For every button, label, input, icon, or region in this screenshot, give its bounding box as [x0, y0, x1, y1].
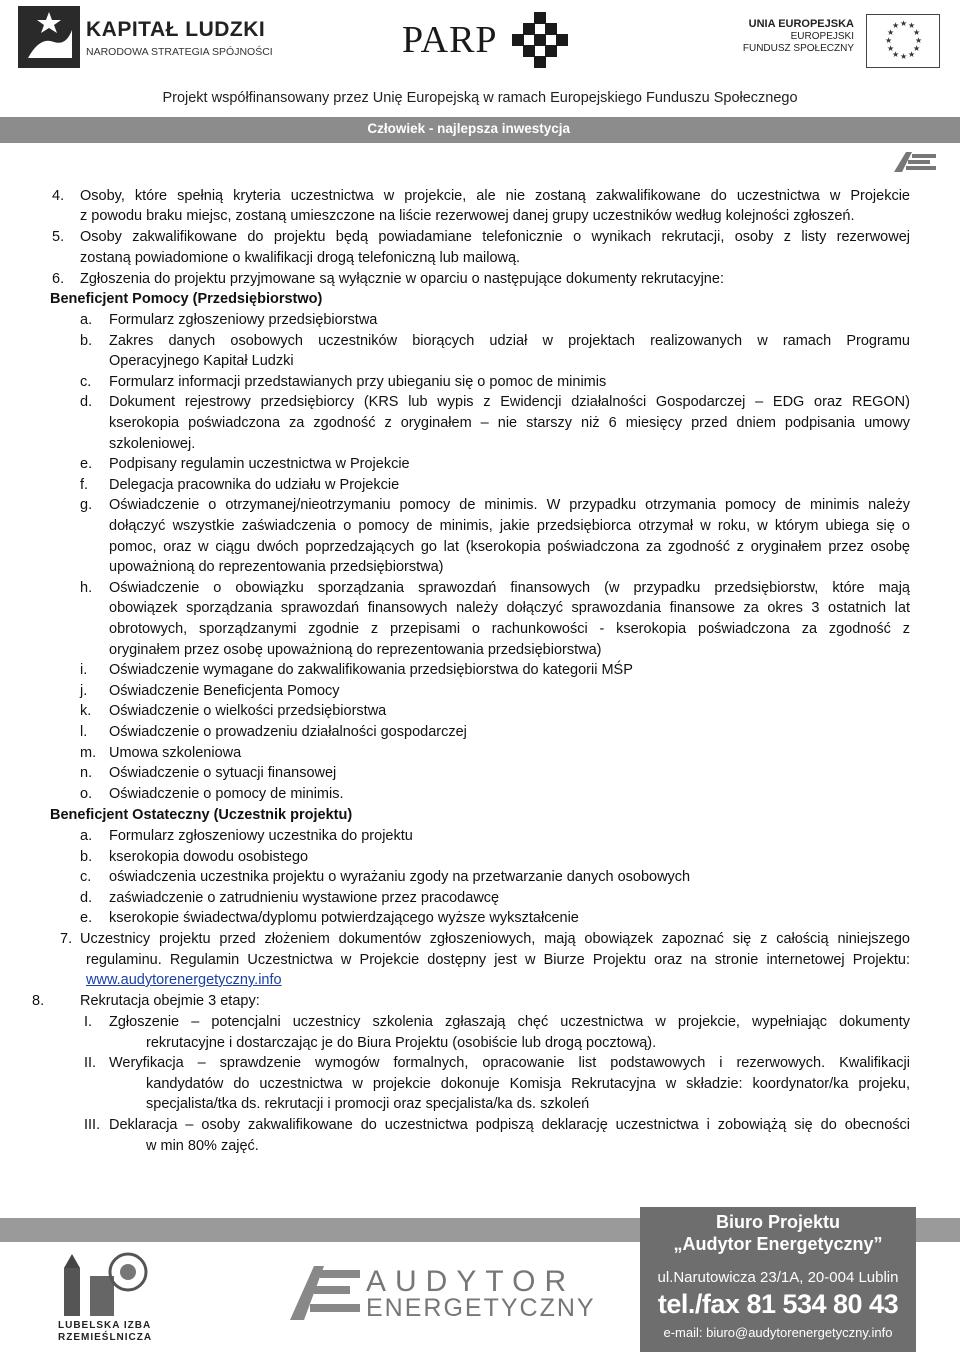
svg-text:★: ★: [900, 52, 908, 61]
lubelska-line-2: RZEMIEŚLNICZA: [58, 1332, 153, 1343]
stage-marker: III.: [84, 1117, 101, 1133]
point-7-line-2: regulaminu. Regulamin Uczestnictwa w Projekcie dostępny jest w Biurze Projektu oraz na stronie internetowej Projektu:: [86, 952, 910, 968]
bp-item-marker: o.: [80, 785, 93, 802]
bp-item-marker: g.: [80, 497, 93, 514]
stage-marker: II.: [84, 1055, 97, 1072]
bp-item-marker: f.: [80, 476, 89, 493]
point-8-text: Rekrutacja obejmie 3 etapy:: [80, 993, 260, 1009]
bp-item-line: szkoleniowej.: [109, 435, 196, 452]
audytor-small-logo-icon: [894, 152, 936, 172]
bp-item-line: kserokopia poświadczona za zgodność z oryginałem – nie starszy niż 6 miesięcy przed dniem podpisania umowy: [109, 415, 910, 431]
point-7-line-1: Uczestnicy projektu przed złożeniem dokumentów zgłoszeniowych, mają obowiązek zapoznać się z całością niniejszego: [80, 931, 910, 947]
svg-text:★: ★: [908, 21, 916, 30]
kapital-ludzki-subtitle: NARODOWA STRATEGIA SPÓJNOŚCI: [86, 46, 273, 58]
bp-item-marker: j.: [80, 682, 88, 699]
project-website-link[interactable]: www.audytorenergetyczny.info: [86, 972, 282, 988]
bp-item-line: Formularz zgłoszeniowy przedsiębiorstwa: [109, 312, 378, 328]
bp-item-line: Dokument rejestrowy przedsiębiorcy (KRS lub wypis z Ewidencji działalności Gospodarczej – EDG oraz REGON): [109, 394, 910, 411]
stage-line: Deklaracja – osoby zakwalifikowane do uczestnictwa podpiszą deklarację uczestnictwa i zobowiążą się do obecności: [109, 1117, 910, 1133]
parp-wordmark: PARP: [402, 19, 498, 61]
office-title-line-1: Biuro Projektu: [715, 1212, 840, 1232]
svg-text:★: ★: [900, 19, 908, 28]
project-office-box: [640, 1207, 916, 1352]
audytor-wordmark: AUDYTOR: [366, 1265, 576, 1298]
office-phone: tel./fax 81 534 80 43: [657, 1289, 899, 1319]
stage-line: Zgłoszenie – potencjalni uczestnicy szkolenia zgłaszają chęć uczestnictwa w projekcie, wypełniając dokumenty: [109, 1014, 910, 1030]
slogan-text: Człowiek - najlepsza inwestycja: [367, 121, 570, 136]
bp-item-line: Oświadczenie o otrzymanej/nieotrzymaniu pomocy de minimis. W przypadku otrzymania pomocy de minimis należy: [109, 497, 910, 514]
svg-text:★: ★: [913, 44, 921, 53]
bo-item-marker: c.: [80, 869, 92, 886]
bp-item-marker: b.: [80, 332, 93, 349]
kapital-ludzki-title: KAPITAŁ LUDZKI: [86, 18, 266, 41]
bp-item-line: dołączyć wszystkie zaświadczenia o pomocy de minimis, jakie przedsiębiorca otrzymał w roku, w którym ubiega się o: [109, 518, 910, 534]
svg-text:★: ★: [887, 44, 895, 53]
ue-logo: [742, 14, 940, 66]
bo-item-text: oświadczenia uczestnika projektu o wyrażaniu zgody na przetwarzanie danych osobowych: [109, 869, 691, 886]
point-6-line-1: Zgłoszenia do projektu przyjmowane są wyłącznie w oparciu o następujące dokumenty rekrutacyjne:: [80, 271, 724, 287]
bp-item-line: Podpisany regulamin uczestnictwa w Projekcie: [109, 456, 410, 473]
parp-logo: [402, 12, 572, 70]
bo-item-text: kserokopia dowodu osobistego: [109, 848, 309, 865]
svg-text:★: ★: [908, 50, 916, 59]
bo-item-text: zaświadczenie o zatrudnieniu wystawione przez pracodawcę: [109, 889, 500, 906]
stage-line: specjalista/tka ds. rekrutacji i promocji oraz specjalista/ka ds. szkoleń: [146, 1096, 590, 1113]
bp-item-marker: l.: [80, 724, 88, 740]
bp-item-line: Oświadczenie Beneficjenta Pomocy: [109, 682, 340, 699]
bp-item-line: Oświadczenie o prowadzeniu działalności gospodarczej: [109, 724, 467, 740]
point-6-number: 6.: [52, 271, 65, 287]
project-cofinancing-line: Projekt współfinansowany przez Unię Europejską w ramach Europejskiego Funduszu Społecznego: [162, 90, 798, 106]
energetyczny-wordmark: ENERGETYCZNY: [366, 1294, 596, 1322]
ue-line1: UNIA EUROPEJSKA: [748, 18, 854, 30]
point-5-line-2: zostaną powiadomione o kwalifikacji drogą telefoniczną lub mailową.: [80, 250, 521, 266]
bp-item-marker: d.: [80, 394, 93, 411]
bp-item-line: obowiązek sporządzania sprawozdań finansowych należy dołączyć sprawozdania finansowe za okres 3 ostatnich lat: [109, 600, 910, 617]
bp-item-line: Delegacja pracownika do udziału w Projekcie: [109, 476, 400, 493]
bp-item-line: Oświadczenie o sytuacji finansowej: [109, 765, 337, 782]
bp-item-line: Oświadczenie o wielkości przedsiębiorstwa: [109, 703, 387, 720]
stage-line: kandydatów do uczestnictwa w projekcie dokonuje Komisja Rekrutacyjna w składzie: koordynator/ka projeku,: [146, 1075, 910, 1092]
bp-item-marker: e.: [80, 456, 93, 473]
svg-text:★: ★: [913, 28, 921, 37]
bo-item-text: Formularz zgłoszeniowy uczestnika do projektu: [109, 828, 413, 844]
ue-line3: FUNDUSZ SPOŁECZNY: [742, 43, 854, 54]
point-5-line-1: Osoby zakwalifikowane do projektu będą powiadamiane telefonicznie o wynikach rekrutacji, osoby z listy rezerwowej: [80, 229, 910, 245]
stage-marker: I.: [84, 1014, 93, 1030]
office-email: e-mail: biuro@audytorenergetyczny.info: [663, 1325, 893, 1340]
svg-text:★: ★: [892, 21, 900, 30]
point-4-line-2: z powodu braku miejsc, zostaną umieszczone na liście rezerwowej danej grupy uczestników według kolejności zgłoszeń.: [80, 208, 855, 224]
point-8-number: 8.: [32, 993, 45, 1009]
bo-item-marker: b.: [80, 848, 93, 865]
svg-text:★: ★: [892, 50, 900, 59]
parp-grid-icon: [512, 12, 568, 68]
bp-item-line: Oświadczenie o pomocy de minimis.: [109, 785, 344, 802]
audytor-energetyczny-logo-icon: [290, 1262, 360, 1320]
svg-text:★: ★: [885, 36, 893, 45]
bp-item-line: Zakres danych osobowych uczestników biorących udział w projektach realizowanych w ramach Programu: [109, 332, 910, 349]
point-5-number: 5.: [52, 229, 65, 245]
bp-item-line: Operacyjnego Kapitał Ludzki: [109, 353, 294, 370]
point-7-number: 7.: [60, 931, 73, 947]
bp-item-marker: i.: [80, 662, 88, 679]
kapital-ludzki-logo: [18, 6, 273, 70]
bp-item-marker: c.: [80, 373, 92, 390]
stage-line: rekrutacyjne i dostarczając je do Biura Projektu (osobiście lub drogą pocztową).: [146, 1034, 657, 1051]
header-logos: [0, 0, 960, 88]
bo-item-text: kserokopie świadectwa/dyplomu potwierdzającego wyższe wykształcenie: [109, 910, 579, 927]
beneficjent-ostateczny-heading: Beneficjent Ostateczny (Uczestnik projektu): [50, 807, 353, 823]
bp-item-marker: h.: [80, 579, 93, 596]
bo-item-marker: d.: [80, 889, 93, 906]
stage-line: w min 80% zajęć.: [146, 1137, 259, 1154]
bp-item-marker: a.: [80, 312, 93, 328]
bp-item-marker: m.: [80, 744, 97, 761]
svg-text:★: ★: [915, 36, 923, 45]
bp-item-marker: n.: [80, 765, 93, 782]
bp-item-line: pomoc, oraz w ciągu dwóch poprzedzających go lat (kserokopia poświadczona za zgodność z oryginałem przez osobę: [109, 538, 910, 555]
bo-item-marker: a.: [80, 828, 93, 844]
bp-item-line: oryginałem przez osobę upoważnioną do reprezentowania przedsiębiorstwa): [109, 641, 602, 658]
office-title: [640, 1211, 916, 1255]
lubelska-izba-name: [58, 1320, 152, 1344]
kapital-ludzki-emblem-icon: [18, 6, 80, 68]
point-4-line-1: Osoby, które spełnią kryteria uczestnictwa w projekcie, ale nie zostaną zakwalifikowane do uczestnictwa w Projekcie: [80, 188, 910, 204]
slogan-band: [0, 117, 960, 143]
bp-item-line: Formularz informacji przedstawianych przy ubieganiu się o pomoc de minimis: [109, 373, 607, 390]
office-title-line-2: „Audytor Energetyczny”: [673, 1234, 883, 1254]
lubelska-line-1: LUBELSKA IZBA: [58, 1320, 152, 1331]
bp-item-line: upoważnioną do reprezentowania przedsiębiorstwa): [109, 559, 444, 576]
bp-item-line: Oświadczenie o obowiązku sporządzania sprawozdań finansowych (w przypadku przedsiębiorstw, które mają: [109, 579, 910, 596]
beneficjent-pomocy-heading: Beneficjent Pomocy (Przedsiębiorstwo): [50, 291, 323, 307]
svg-text:★: ★: [887, 28, 895, 37]
point-4-number: 4.: [52, 188, 65, 204]
bp-item-marker: k.: [80, 703, 92, 720]
bp-item-line: obrotowych, sporządzanymi zgodnie z przepisami o rachunkowości - kserokopia poświadczona za zgodność z: [109, 621, 910, 637]
bp-item-line: Oświadczenie wymagane do zakwalifikowania przedsiębiorstwa do kategorii MŚP: [109, 662, 633, 679]
bo-item-marker: e.: [80, 910, 93, 927]
bp-item-line: Umowa szkoleniowa: [109, 744, 242, 761]
office-address: ul.Narutowicza 23/1A, 20-004 Lublin: [657, 1269, 899, 1286]
stage-line: Weryfikacja – sprawdzenie wymogów formalnych, opracowanie list podstawowych i rezerwowych. Kwalifikacji: [109, 1055, 910, 1072]
eu-flag-icon: [866, 14, 940, 68]
ue-text: [743, 18, 854, 55]
ue-line2: EUROPEJSKI: [790, 31, 854, 42]
